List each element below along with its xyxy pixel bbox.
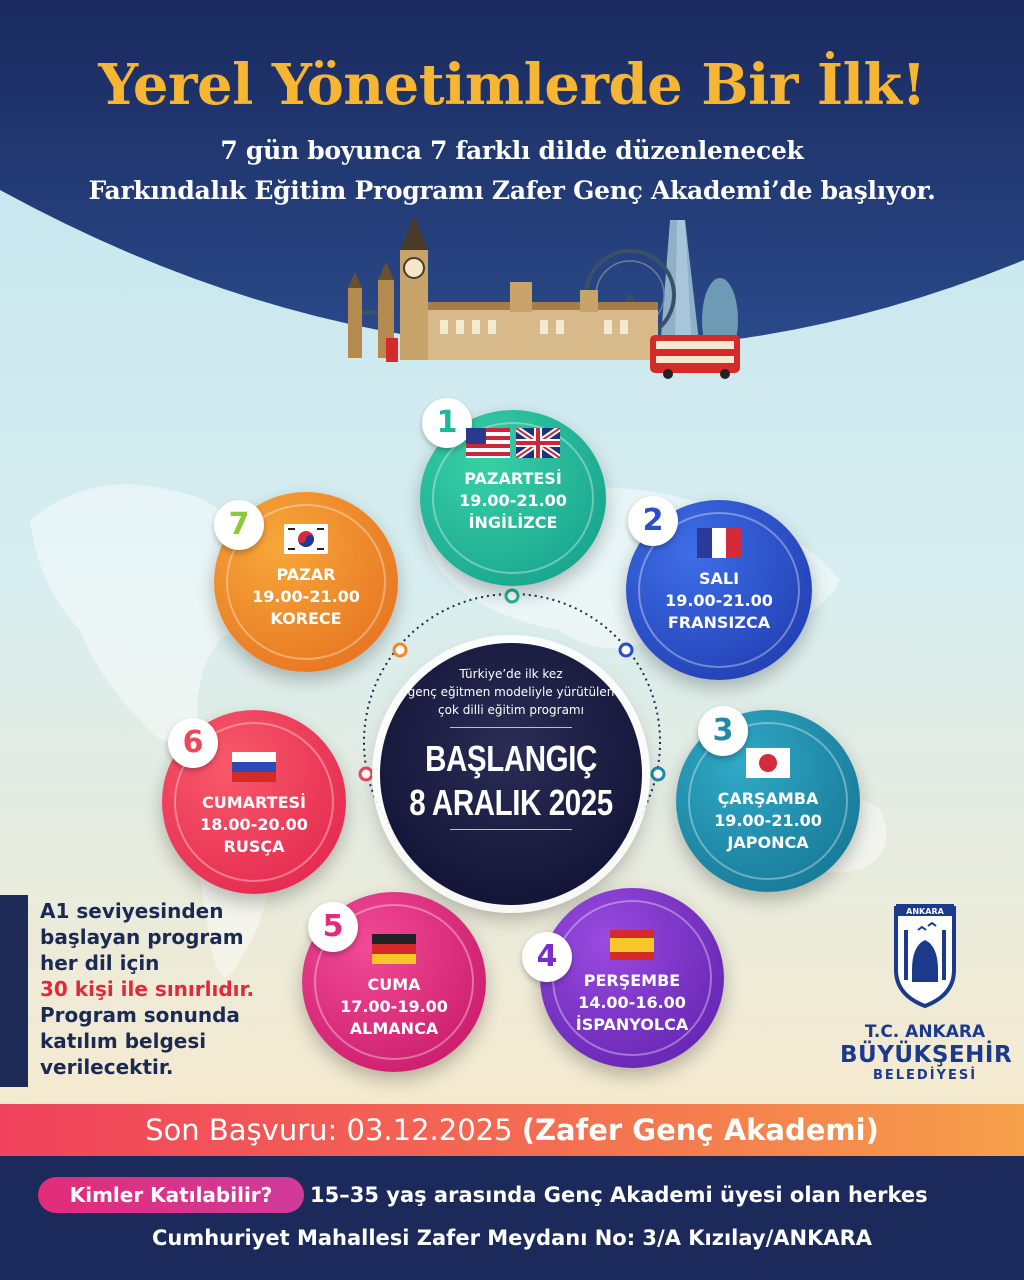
day-name: ÇARŞAMBA bbox=[717, 789, 819, 808]
day-name: CUMARTESİ bbox=[202, 793, 306, 812]
intro-line2: genç eğitmen modeliyle yürütülen bbox=[407, 685, 615, 699]
day-bubble-tuesday bbox=[626, 500, 812, 680]
page-title: Yerel Yönetimlerde Bir İlk! bbox=[98, 52, 926, 118]
center-divider-bottom bbox=[450, 829, 572, 830]
day-number: 1 bbox=[422, 398, 472, 448]
russia-flag-icon bbox=[232, 752, 276, 782]
day-bubble-sunday bbox=[214, 492, 398, 672]
japan-flag-icon bbox=[746, 748, 790, 778]
start-date: 8 ARALIK 2025 bbox=[409, 782, 613, 823]
note-line3: her dil için bbox=[40, 951, 160, 975]
footer bbox=[0, 1156, 1024, 1280]
day-time: 19.00-21.00 bbox=[714, 811, 822, 830]
logo-line2: BÜYÜKŞEHİR bbox=[840, 1042, 1013, 1068]
day-time: 18.00-20.00 bbox=[200, 815, 308, 834]
deadline-place: (Zafer Genç Akademi) bbox=[521, 1113, 879, 1147]
flags bbox=[626, 528, 812, 558]
municipality-emblem-icon bbox=[892, 900, 958, 1010]
note-line2: başlayan program bbox=[40, 925, 244, 949]
note-line5: Program sonunda bbox=[40, 1003, 240, 1027]
spain-flag-icon bbox=[610, 930, 654, 960]
address: Cumhuriyet Mahallesi Zafer Meydanı No: 3/A Kızılay/ANKARA bbox=[151, 1226, 873, 1250]
deadline-label: Son Başvuru: 03.12.2025 bbox=[145, 1113, 513, 1147]
day-name: PERŞEMBE bbox=[583, 971, 681, 990]
program-note bbox=[40, 898, 300, 1080]
deadline-banner bbox=[0, 1104, 1024, 1156]
note-line7: verilecektir. bbox=[40, 1055, 174, 1079]
germany-flag-icon bbox=[372, 934, 416, 964]
note-line1: A1 seviyesinden bbox=[40, 899, 224, 923]
day-language: KORECE bbox=[270, 609, 342, 628]
day-info bbox=[626, 568, 812, 634]
day-language: İSPANYOLCA bbox=[575, 1015, 689, 1034]
center-intro bbox=[400, 665, 622, 719]
who-can-join-badge: Kimler Katılabilir? bbox=[38, 1177, 304, 1213]
day-info bbox=[214, 564, 398, 630]
subtitle-line1: 7 gün boyunca 7 farklı dilde düzenlenecek bbox=[220, 136, 804, 165]
intro-line1: Türkiye’de ilk kez bbox=[459, 667, 563, 681]
logo-line1: T.C. ANKARA bbox=[864, 1022, 986, 1042]
day-language: ALMANCA bbox=[349, 1019, 439, 1038]
day-bubble-thursday bbox=[536, 888, 724, 1068]
day-language: FRANSIZCA bbox=[667, 613, 771, 632]
center-divider-top bbox=[450, 727, 572, 728]
logo-line3: BELEDİYESİ bbox=[872, 1068, 978, 1083]
flags bbox=[540, 930, 724, 960]
day-language: JAPONCA bbox=[727, 833, 809, 852]
who-can-join-text: 15–35 yaş arasında Genç Akademi üyesi olan herkes bbox=[310, 1183, 928, 1207]
note-accent-bar bbox=[0, 895, 28, 1087]
france-flag-icon bbox=[697, 528, 741, 558]
day-bubble-monday bbox=[420, 405, 606, 586]
subtitle-line2: Farkındalık Eğitim Programı Zafer Genç Akademi’de başlıyor. bbox=[88, 176, 936, 205]
flags bbox=[302, 934, 486, 964]
day-time: 17.00-19.00 bbox=[340, 997, 448, 1016]
day-bubble-saturday bbox=[162, 710, 346, 894]
day-info bbox=[420, 468, 606, 534]
day-number: 6 bbox=[168, 718, 218, 768]
start-label: BAŞLANGIÇ bbox=[425, 738, 597, 779]
day-time: 19.00-21.00 bbox=[459, 491, 567, 510]
logo-badge-text: ANKARA bbox=[906, 907, 944, 916]
ankara-municipality-logo bbox=[840, 900, 1013, 1083]
note-line6: katılım belgesi bbox=[40, 1029, 207, 1053]
note-highlight: 30 kişi ile sınırlıdır. bbox=[40, 977, 255, 1001]
day-language: RUSÇA bbox=[223, 837, 285, 856]
day-time: 14.00-16.00 bbox=[578, 993, 686, 1012]
day-bubble-wednesday bbox=[676, 710, 860, 892]
day-name: CUMA bbox=[367, 975, 421, 994]
day-name: SALI bbox=[698, 569, 740, 588]
flags bbox=[214, 524, 398, 554]
day-language: İNGİLİZCE bbox=[468, 513, 558, 532]
day-info bbox=[302, 974, 486, 1040]
center-start-circle bbox=[380, 643, 642, 905]
day-bubble-friday bbox=[302, 892, 486, 1072]
day-time: 19.00-21.00 bbox=[252, 587, 360, 606]
day-name: PAZAR bbox=[276, 565, 336, 584]
day-info bbox=[162, 792, 346, 858]
flags bbox=[420, 428, 606, 458]
day-number: 4 bbox=[522, 932, 572, 982]
day-number: 7 bbox=[214, 500, 264, 550]
korea-flag-icon bbox=[284, 524, 328, 554]
intro-line3: çok dilli eğitim programı bbox=[438, 703, 584, 717]
flags bbox=[162, 752, 346, 782]
day-info bbox=[676, 788, 860, 854]
day-name: PAZARTESİ bbox=[464, 469, 562, 488]
day-number: 2 bbox=[628, 496, 678, 546]
day-number: 3 bbox=[698, 706, 748, 756]
day-time: 19.00-21.00 bbox=[665, 591, 773, 610]
day-info bbox=[540, 970, 724, 1036]
day-number: 5 bbox=[308, 902, 358, 952]
flags bbox=[676, 748, 860, 778]
uk-flag-icon bbox=[516, 428, 560, 458]
us-flag-icon bbox=[466, 428, 510, 458]
